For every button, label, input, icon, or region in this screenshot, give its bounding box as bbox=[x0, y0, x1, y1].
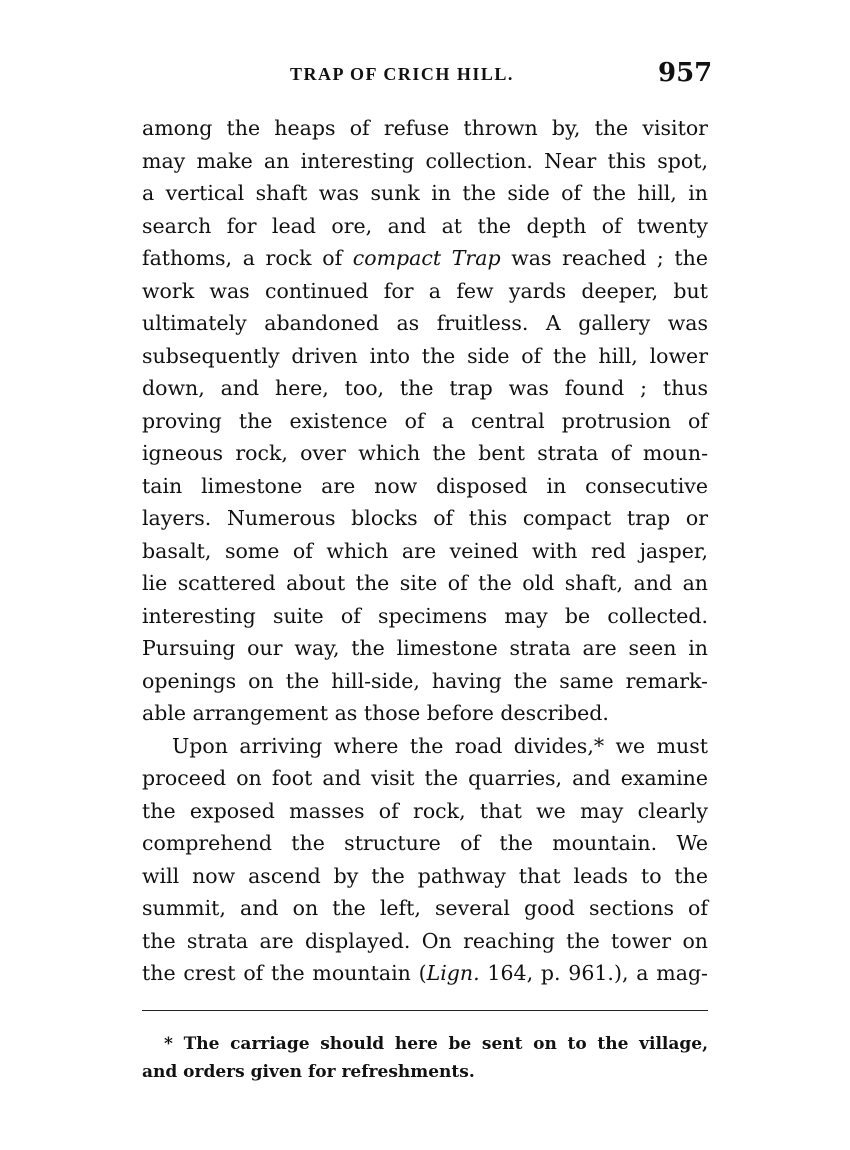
text-line bbox=[142, 567, 708, 600]
text-line bbox=[142, 860, 708, 893]
text-run: the exposed masses of rock, that we may clearly bbox=[142, 798, 708, 823]
text-line bbox=[142, 535, 708, 568]
body-text bbox=[142, 112, 708, 990]
text-run: ultimately abandoned as fruitless. A gallery was bbox=[142, 311, 708, 335]
text-run: interesting suite of specimens may be collected. bbox=[142, 603, 708, 628]
footnote bbox=[142, 1030, 708, 1086]
text-run: may make an interesting collection. Near this spot, bbox=[142, 148, 708, 173]
text-line bbox=[142, 697, 708, 730]
text-line bbox=[142, 112, 708, 145]
page-number: 957 bbox=[658, 58, 713, 88]
text-run: a vertical shaft was sunk in the side of the hill, in bbox=[142, 181, 708, 205]
text-run: 164, p. 961.), a mag- bbox=[479, 961, 708, 985]
text-line bbox=[142, 730, 708, 763]
text-line bbox=[142, 632, 708, 665]
text-run: proving the existence of a central protrusion of bbox=[142, 408, 708, 433]
text-run: lie scattered about the site of the old shaft, and an bbox=[142, 571, 708, 595]
text-run: work was continued for a few yards deeper, but bbox=[142, 278, 708, 303]
text-run: proceed on foot and visit the quarries, and examine bbox=[142, 766, 708, 790]
text-line bbox=[142, 177, 708, 210]
text-run: Upon arriving where the road divides,* we must bbox=[172, 733, 708, 758]
text-run: search for lead ore, and at the depth of twenty bbox=[142, 213, 708, 238]
text-run: fathoms, a rock of bbox=[142, 246, 353, 270]
text-run: down, and here, too, the trap was found ; thus bbox=[142, 376, 708, 400]
text-line bbox=[142, 795, 708, 828]
text-line bbox=[142, 762, 708, 795]
text-line bbox=[142, 957, 708, 990]
text-line bbox=[142, 600, 708, 633]
text-run: able arrangement as those before described. bbox=[142, 701, 609, 725]
text-line bbox=[142, 502, 708, 535]
text-line bbox=[142, 665, 708, 698]
text-line bbox=[142, 242, 708, 275]
footnote-line: and orders given for refreshments. bbox=[142, 1062, 475, 1082]
text-run: summit, and on the left, several good sections of bbox=[142, 896, 708, 920]
text-run: openings on the hill-side, having the same remark- bbox=[142, 668, 708, 693]
text-run: the crest of the mountain ( bbox=[142, 961, 427, 985]
text-line bbox=[142, 372, 708, 405]
text-line bbox=[142, 827, 708, 860]
text-line bbox=[142, 470, 708, 503]
text-line bbox=[142, 925, 708, 958]
text-run: tain limestone are now disposed in consecutive bbox=[142, 473, 708, 498]
text-run: was reached ; the bbox=[500, 246, 708, 270]
running-title: TRAP OF CRICH HILL. bbox=[290, 64, 514, 84]
text-line bbox=[142, 892, 708, 925]
text-line bbox=[142, 210, 708, 243]
text-line bbox=[142, 340, 708, 373]
footnote-rule bbox=[142, 1010, 708, 1011]
italic-text: compact Trap bbox=[352, 246, 501, 270]
text-run: among the heaps of refuse thrown by, the visitor bbox=[142, 116, 708, 140]
text-line bbox=[142, 405, 708, 438]
text-run: Pursuing our way, the limestone strata are seen in bbox=[142, 636, 708, 660]
text-run: subsequently driven into the side of the hill, lower bbox=[142, 343, 708, 368]
text-run: comprehend the structure of the mountain. We bbox=[142, 831, 708, 855]
text-run: will now ascend by the pathway that leads to the bbox=[142, 863, 708, 888]
text-line bbox=[142, 307, 708, 340]
text-run: layers. Numerous blocks of this compact trap or bbox=[142, 506, 708, 530]
footnote-line: * The carriage should here be sent on to the village, bbox=[164, 1034, 708, 1054]
running-head bbox=[0, 60, 850, 92]
italic-text: Lign. bbox=[426, 961, 480, 985]
text-run: igneous rock, over which the bent strata of moun- bbox=[142, 441, 708, 465]
text-line bbox=[142, 145, 708, 178]
text-line bbox=[142, 275, 708, 308]
text-run: the strata are displayed. On reaching the tower on bbox=[142, 928, 708, 953]
text-run: basalt, some of which are veined with red jasper, bbox=[142, 538, 708, 563]
text-line bbox=[142, 437, 708, 470]
